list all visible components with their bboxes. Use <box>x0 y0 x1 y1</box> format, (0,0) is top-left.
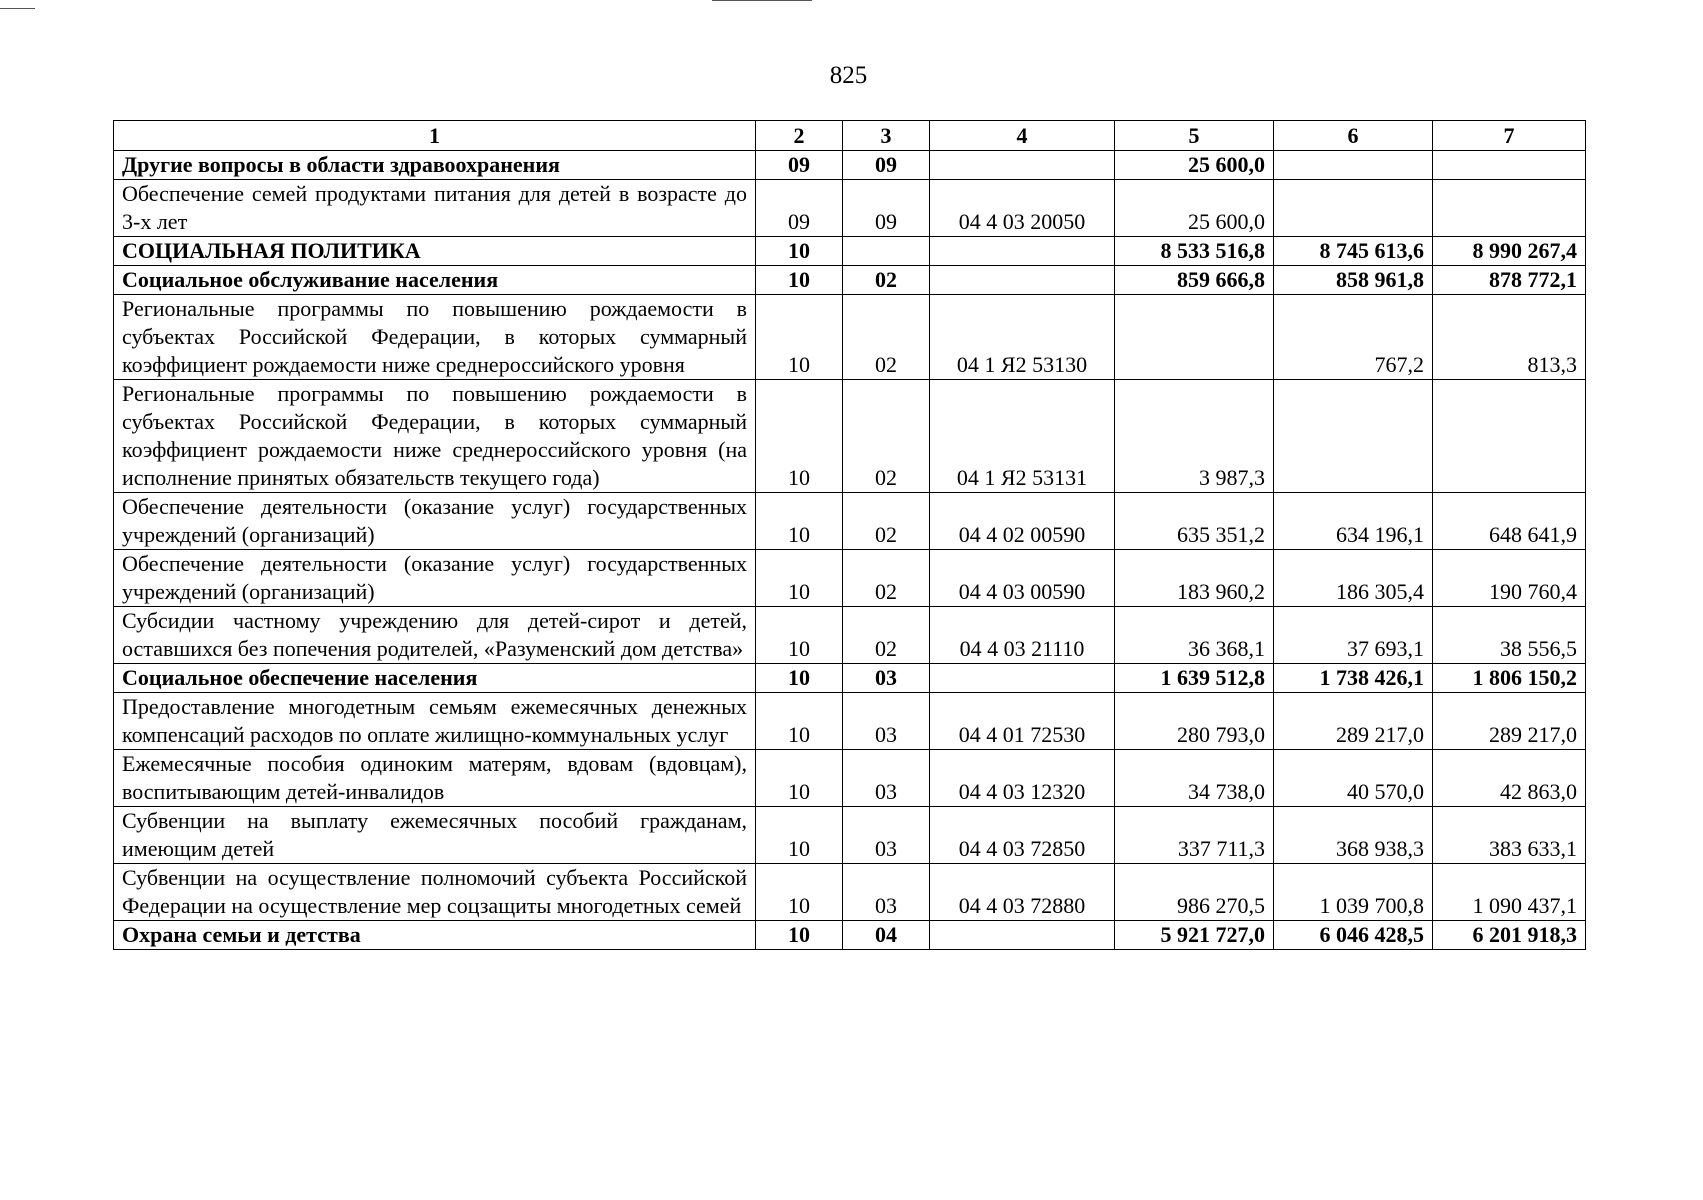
section-code-cell: 10 <box>756 550 843 607</box>
amount-cell-col6: 6 046 428,5 <box>1274 921 1433 950</box>
section-code-cell: 10 <box>756 266 843 295</box>
row-name-cell: Охрана семьи и детства <box>114 921 756 950</box>
amount-cell-col5: 5 921 727,0 <box>1115 921 1274 950</box>
amount-cell-col7: 1 090 437,1 <box>1433 864 1586 921</box>
subsection-code-cell: 02 <box>843 295 930 380</box>
table-row <box>114 750 1586 807</box>
column-header: 6 <box>1274 121 1433 151</box>
row-name-cell: Субвенции на осуществление полномочий субъекта Российской Федерации на осуществление мер соцзащиты многодетных семей <box>114 864 756 921</box>
amount-cell-col7: 8 990 267,4 <box>1433 237 1586 266</box>
row-name-cell: Субвенции на выплату ежемесячных пособий гражданам, имеющим детей <box>114 807 756 864</box>
left-scan-line <box>0 8 35 9</box>
amount-cell-col7: 648 641,9 <box>1433 493 1586 550</box>
table-row <box>114 864 1586 921</box>
section-code-cell: 09 <box>756 180 843 237</box>
table-row <box>114 693 1586 750</box>
table-row <box>114 295 1586 380</box>
table-row <box>114 380 1586 493</box>
amount-cell-col5: 34 738,0 <box>1115 750 1274 807</box>
subsection-code-cell: 09 <box>843 151 930 180</box>
section-code-cell: 10 <box>756 493 843 550</box>
amount-cell-col6 <box>1274 180 1433 237</box>
amount-cell-col6: 186 305,4 <box>1274 550 1433 607</box>
target-article-cell: 04 4 01 72530 <box>930 693 1115 750</box>
target-article-cell: 04 4 02 00590 <box>930 493 1115 550</box>
amount-cell-col5: 25 600,0 <box>1115 151 1274 180</box>
amount-cell-col6: 858 961,8 <box>1274 266 1433 295</box>
table-row <box>114 266 1586 295</box>
amount-cell-col7 <box>1433 151 1586 180</box>
table-row <box>114 237 1586 266</box>
amount-cell-col7: 190 760,4 <box>1433 550 1586 607</box>
amount-cell-col6: 8 745 613,6 <box>1274 237 1433 266</box>
row-name-cell: Предоставление многодетным семьям ежемесячных денежных компенсаций расходов по оплате жилищно-коммунальных услуг <box>114 693 756 750</box>
amount-cell-col5: 36 368,1 <box>1115 607 1274 664</box>
amount-cell-col5: 280 793,0 <box>1115 693 1274 750</box>
section-code-cell: 10 <box>756 664 843 693</box>
table-row <box>114 180 1586 237</box>
target-article-cell <box>930 921 1115 950</box>
amount-cell-col6: 289 217,0 <box>1274 693 1433 750</box>
section-code-cell: 10 <box>756 380 843 493</box>
subsection-code-cell: 02 <box>843 550 930 607</box>
table-row <box>114 807 1586 864</box>
amount-cell-col5 <box>1115 295 1274 380</box>
column-header: 4 <box>930 121 1115 151</box>
subsection-code-cell: 02 <box>843 607 930 664</box>
amount-cell-col5: 25 600,0 <box>1115 180 1274 237</box>
subsection-code-cell: 04 <box>843 921 930 950</box>
subsection-code-cell: 03 <box>843 664 930 693</box>
subsection-code-cell: 03 <box>843 864 930 921</box>
table-row <box>114 151 1586 180</box>
row-name-cell: Ежемесячные пособия одиноким матерям, вдовам (вдовцам), воспитывающим детей-инвалидов <box>114 750 756 807</box>
amount-cell-col7: 383 633,1 <box>1433 807 1586 864</box>
amount-cell-col7 <box>1433 180 1586 237</box>
amount-cell-col5: 1 639 512,8 <box>1115 664 1274 693</box>
subsection-code-cell <box>843 237 930 266</box>
amount-cell-col5: 337 711,3 <box>1115 807 1274 864</box>
row-name-cell: Обеспечение деятельности (оказание услуг) государственных учреждений (организаций) <box>114 493 756 550</box>
column-header: 1 <box>114 121 756 151</box>
subsection-code-cell: 03 <box>843 807 930 864</box>
amount-cell-col6: 1 738 426,1 <box>1274 664 1433 693</box>
table-row <box>114 550 1586 607</box>
subsection-code-cell: 09 <box>843 180 930 237</box>
row-name-cell: Обеспечение деятельности (оказание услуг) государственных учреждений (организаций) <box>114 550 756 607</box>
table-row <box>114 664 1586 693</box>
amount-cell-col7 <box>1433 380 1586 493</box>
table-row <box>114 921 1586 950</box>
section-code-cell: 09 <box>756 151 843 180</box>
top-scan-line <box>712 0 812 1</box>
target-article-cell: 04 4 03 21110 <box>930 607 1115 664</box>
amount-cell-col6: 767,2 <box>1274 295 1433 380</box>
row-name-cell: Обеспечение семей продуктами питания для детей в возрасте до 3-х лет <box>114 180 756 237</box>
amount-cell-col7: 813,3 <box>1433 295 1586 380</box>
budget-table <box>113 120 1586 950</box>
amount-cell-col5: 183 960,2 <box>1115 550 1274 607</box>
subsection-code-cell: 03 <box>843 750 930 807</box>
target-article-cell <box>930 664 1115 693</box>
target-article-cell: 04 1 Я2 53130 <box>930 295 1115 380</box>
section-code-cell: 10 <box>756 807 843 864</box>
row-name-cell: СОЦИАЛЬНАЯ ПОЛИТИКА <box>114 237 756 266</box>
amount-cell-col7: 38 556,5 <box>1433 607 1586 664</box>
target-article-cell: 04 4 03 72850 <box>930 807 1115 864</box>
target-article-cell <box>930 266 1115 295</box>
amount-cell-col7: 878 772,1 <box>1433 266 1586 295</box>
amount-cell-col5: 3 987,3 <box>1115 380 1274 493</box>
page-number: 825 <box>829 62 868 89</box>
target-article-cell: 04 4 03 20050 <box>930 180 1115 237</box>
table-body <box>114 151 1586 950</box>
amount-cell-col6: 368 938,3 <box>1274 807 1433 864</box>
section-code-cell: 10 <box>756 607 843 664</box>
amount-cell-col6 <box>1274 151 1433 180</box>
subsection-code-cell: 02 <box>843 493 930 550</box>
row-name-cell: Социальное обслуживание населения <box>114 266 756 295</box>
subsection-code-cell: 02 <box>843 380 930 493</box>
table-row <box>114 493 1586 550</box>
section-code-cell: 10 <box>756 295 843 380</box>
target-article-cell: 04 4 03 12320 <box>930 750 1115 807</box>
amount-cell-col6: 1 039 700,8 <box>1274 864 1433 921</box>
section-code-cell: 10 <box>756 921 843 950</box>
amount-cell-col5: 8 533 516,8 <box>1115 237 1274 266</box>
target-article-cell: 04 4 03 00590 <box>930 550 1115 607</box>
amount-cell-col6: 40 570,0 <box>1274 750 1433 807</box>
section-code-cell: 10 <box>756 693 843 750</box>
section-code-cell: 10 <box>756 237 843 266</box>
amount-cell-col5: 986 270,5 <box>1115 864 1274 921</box>
column-header: 2 <box>756 121 843 151</box>
target-article-cell: 04 4 03 72880 <box>930 864 1115 921</box>
table-header-row <box>114 121 1586 151</box>
row-name-cell: Региональные программы по повышению рождаемости в субъектах Российской Федерации, в которых суммарный коэффициент рождаемости ниже среднероссийского уровня (на исполнение принятых обязательств текущего года) <box>114 380 756 493</box>
row-name-cell: Региональные программы по повышению рождаемости в субъектах Российской Федерации, в которых суммарный коэффициент рождаемости ниже среднероссийского уровня <box>114 295 756 380</box>
column-header: 7 <box>1433 121 1586 151</box>
row-name-cell: Социальное обеспечение населения <box>114 664 756 693</box>
row-name-cell: Субсидии частному учреждению для детей-сирот и детей, оставшихся без попечения родителей, «Разуменский дом детства» <box>114 607 756 664</box>
target-article-cell: 04 1 Я2 53131 <box>930 380 1115 493</box>
subsection-code-cell: 03 <box>843 693 930 750</box>
column-header: 3 <box>843 121 930 151</box>
table-row <box>114 607 1586 664</box>
amount-cell-col6: 37 693,1 <box>1274 607 1433 664</box>
amount-cell-col7: 289 217,0 <box>1433 693 1586 750</box>
target-article-cell <box>930 237 1115 266</box>
target-article-cell <box>930 151 1115 180</box>
section-code-cell: 10 <box>756 864 843 921</box>
row-name-cell: Другие вопросы в области здравоохранения <box>114 151 756 180</box>
section-code-cell: 10 <box>756 750 843 807</box>
amount-cell-col7: 6 201 918,3 <box>1433 921 1586 950</box>
column-header: 5 <box>1115 121 1274 151</box>
amount-cell-col7: 1 806 150,2 <box>1433 664 1586 693</box>
amount-cell-col6 <box>1274 380 1433 493</box>
amount-cell-col5: 635 351,2 <box>1115 493 1274 550</box>
amount-cell-col6: 634 196,1 <box>1274 493 1433 550</box>
amount-cell-col7: 42 863,0 <box>1433 750 1586 807</box>
subsection-code-cell: 02 <box>843 266 930 295</box>
amount-cell-col5: 859 666,8 <box>1115 266 1274 295</box>
